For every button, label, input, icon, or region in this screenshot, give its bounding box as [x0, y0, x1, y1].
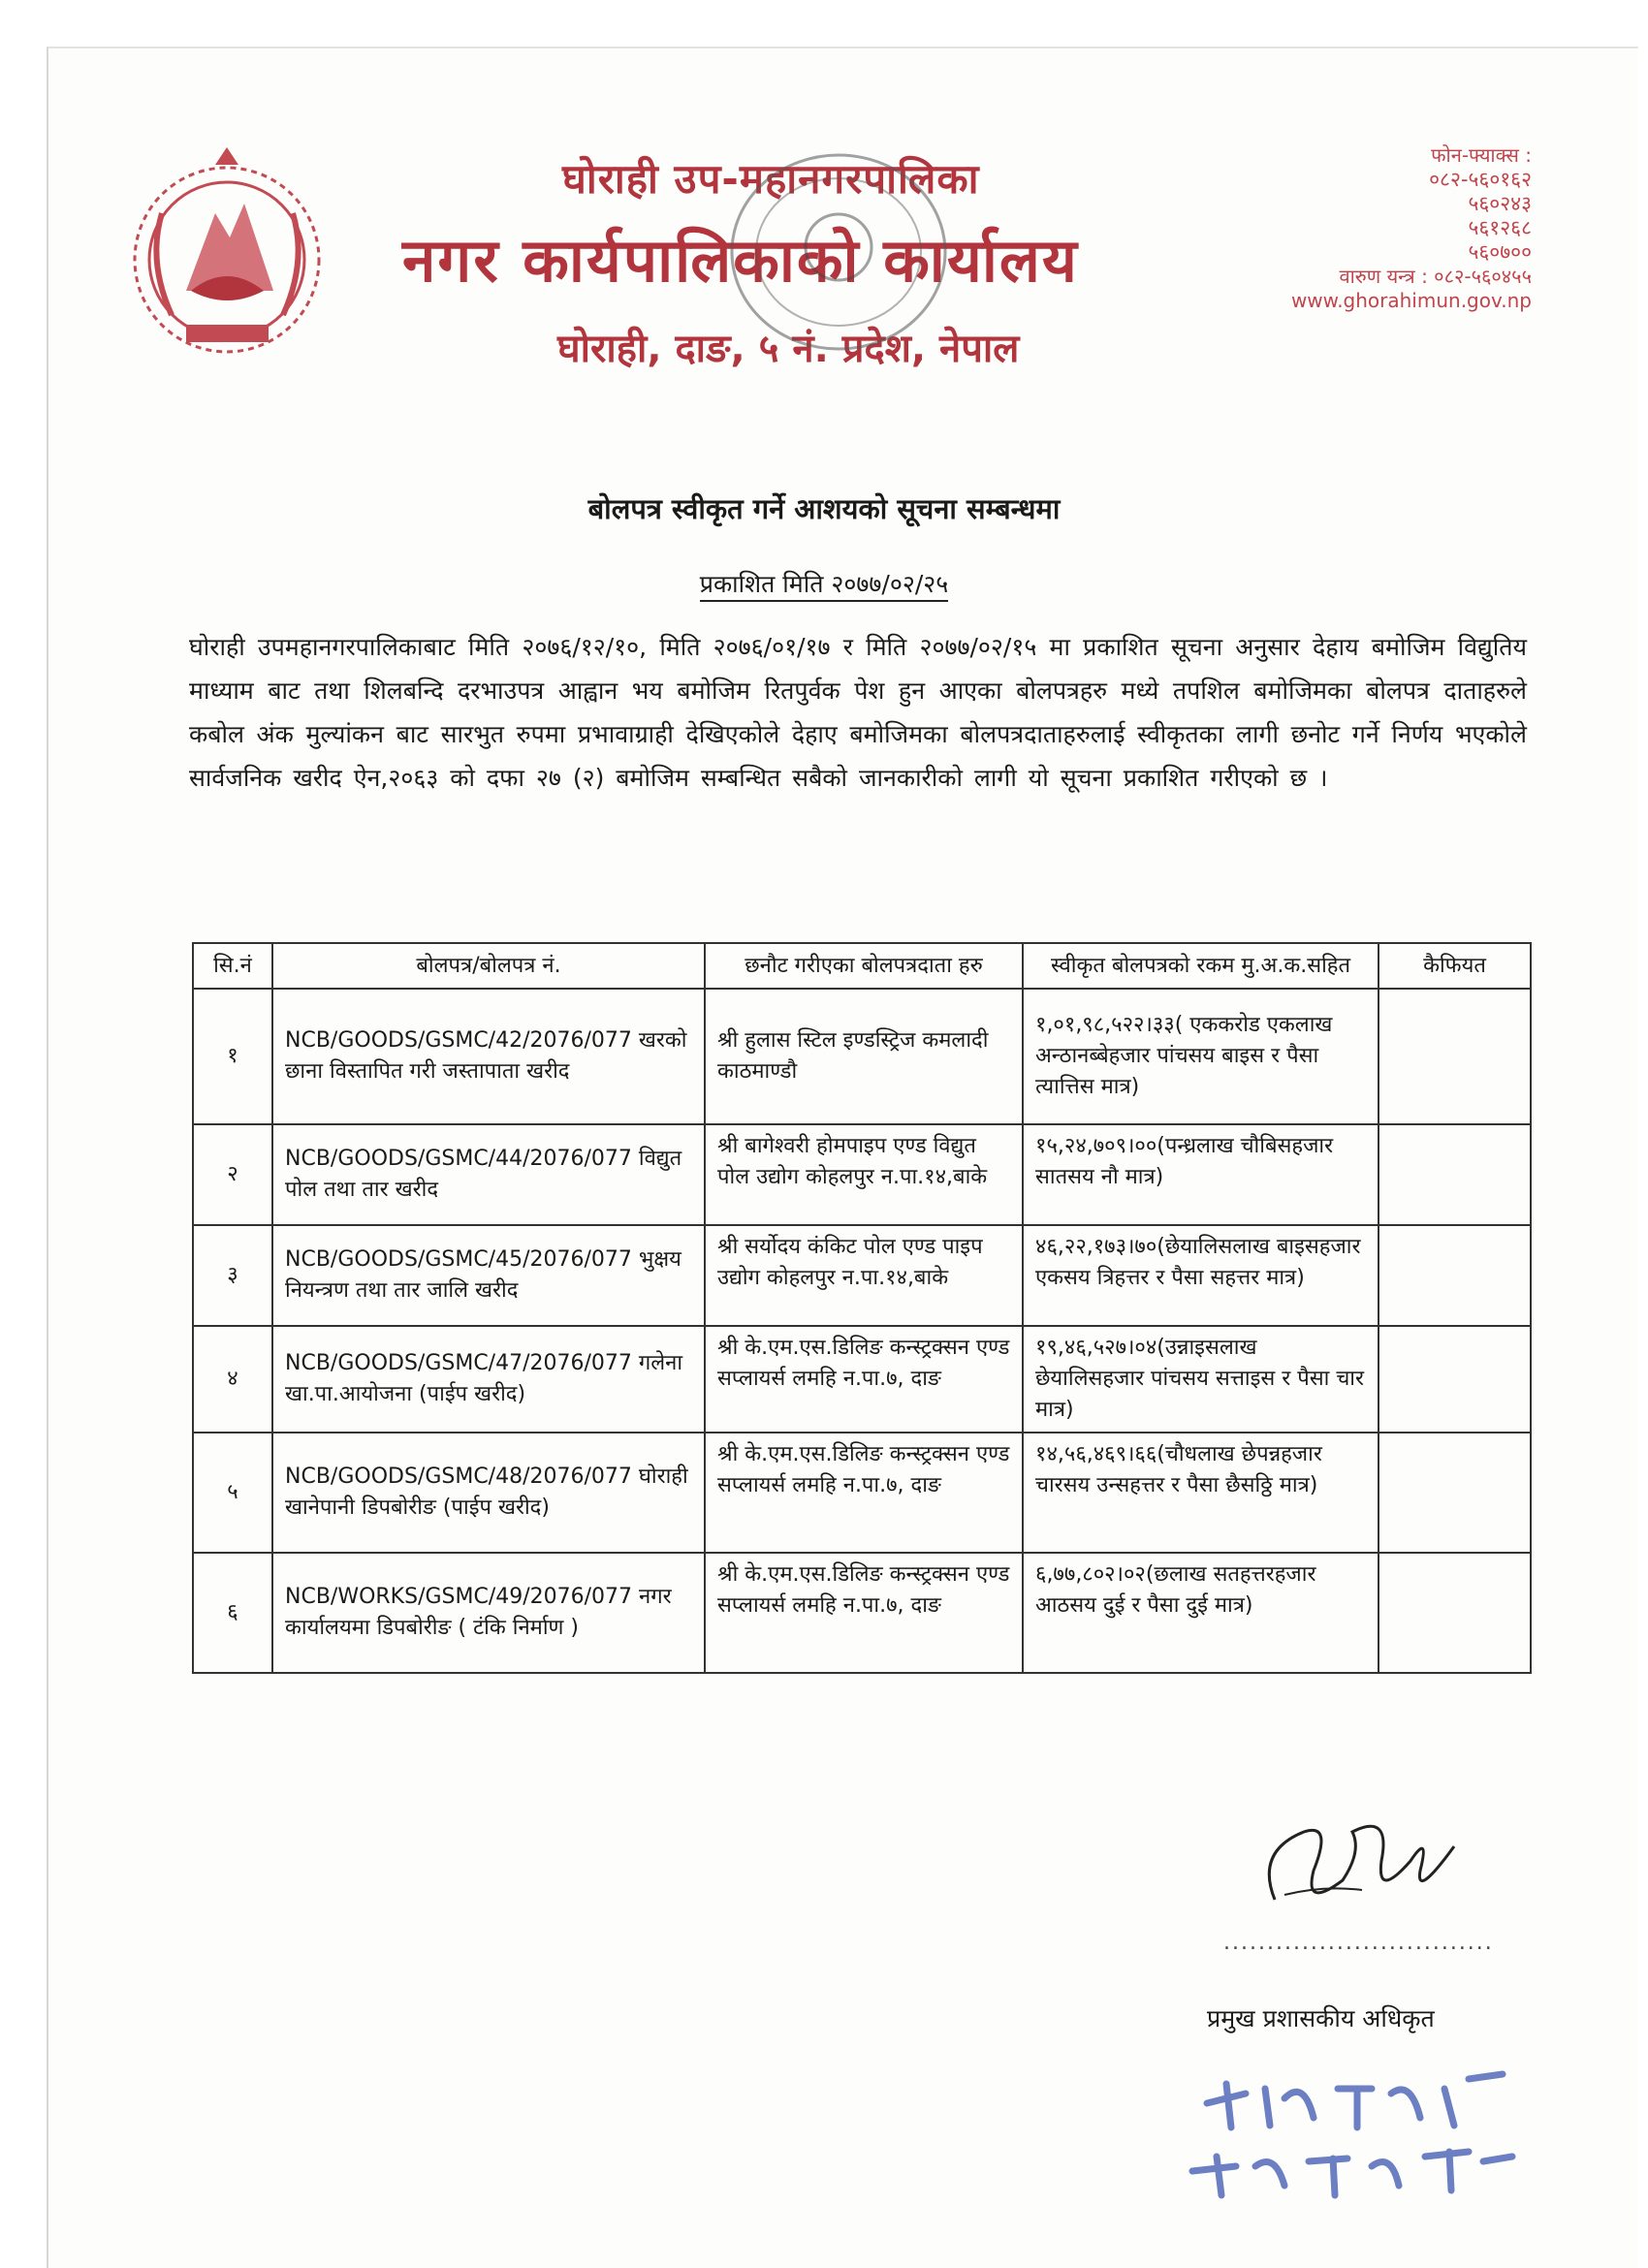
remarks-cell: [1379, 1433, 1531, 1553]
fax-label: फोन-फ्याक्स :: [1431, 143, 1532, 167]
bidder-cell: श्री सर्योदय कंकिट पोल एण्ड पाइप उद्योग कोहलपुर न.पा.१४,बाके: [705, 1225, 1023, 1326]
office-seal-icon: [717, 141, 960, 363]
amount-cell: १९,४६,५२७।०४(उन्नाइसलाख छेयालिसहजार पांचसय सत्ताइस र पैसा चार मात्र): [1023, 1326, 1379, 1433]
published-date-text: प्रकाशित मिति २०७७/०२/२५: [700, 570, 949, 602]
table-row: [193, 989, 1531, 1124]
bid-cell: NCB/GOODS/GSMC/48/2076/077 घोराही खानेपानी डिपबोरीङ (पाईप खरीद): [272, 1433, 705, 1553]
col-header-amount: स्वीकृत बोलपत्रको रकम मु.अ.क.सहित: [1023, 943, 1379, 989]
col-header-bidder: छनौट गरीएका बोलपत्रदाता हरु: [705, 943, 1023, 989]
bid-cell: NCB/GOODS/GSMC/47/2076/077 गलेना खा.पा.आयोजना (पाईप खरीद): [272, 1326, 705, 1433]
serial-cell: ४: [193, 1326, 272, 1433]
signature-icon: [1246, 1793, 1478, 1929]
serial-cell: ३: [193, 1225, 272, 1326]
table-row: [193, 1433, 1531, 1553]
col-header-serial: सि.नं: [193, 943, 272, 989]
serial-cell: २: [193, 1124, 272, 1225]
bid-cell: NCB/WORKS/GSMC/49/2076/077 नगर कार्यालयमा डिपबोरीङ ( टंकि निर्माण ): [272, 1553, 705, 1673]
bid-cell: NCB/GOODS/GSMC/45/2076/077 भुक्षय नियन्त्रण तथा तार जालि खरीद: [272, 1225, 705, 1326]
bid-cell: NCB/GOODS/GSMC/42/2076/077 खरको छाना विस्तापित गरी जस्तापाता खरीद: [272, 989, 705, 1124]
published-date: [0, 567, 1648, 600]
table-row: [193, 1225, 1531, 1326]
contact-block: [1265, 143, 1532, 313]
remarks-cell: [1379, 989, 1531, 1124]
amount-cell: ४६,२२,१७३।७०(छेयालिसलाख बाइसहजार एकसय त्रिहत्तर र पैसा सहत्तर मात्र): [1023, 1225, 1379, 1326]
bidder-cell: श्री बागेश्वरी होमपाइप एण्ड विद्युत पोल उद्योग कोहलपुर न.पा.१४,बाके: [705, 1124, 1023, 1225]
bidder-cell: श्री हुलास स्टिल इण्डस्ट्रिज कमलादी काठमाण्डौ: [705, 989, 1023, 1124]
nepal-emblem-icon: [118, 145, 336, 363]
table-header-row: [193, 943, 1531, 989]
remarks-cell: [1379, 1124, 1531, 1225]
serial-cell: ५: [193, 1433, 272, 1553]
bidder-cell: श्री के.एम.एस.डिलिङ कन्स्ट्रक्सन एण्ड सप्लायर्स लमहि न.पा.७, दाङ: [705, 1553, 1023, 1673]
serial-cell: १: [193, 989, 272, 1124]
remarks-cell: [1379, 1326, 1531, 1433]
awarded-bids-table: [192, 942, 1532, 1674]
phone-number: ०८२-५६०१६२: [1429, 168, 1532, 191]
website-link[interactable]: www.ghorahimun.gov.np: [1290, 289, 1532, 312]
office-address: घोराही, दाङ, ५ नं. प्रदेश, नेपाल: [557, 327, 1020, 371]
remarks-cell: [1379, 1225, 1531, 1326]
notice-title: बोलपत्र स्वीकृत गर्ने आशयको सूचना सम्बन्धमा: [587, 492, 1061, 525]
bidder-cell: श्री के.एम.एस.डिलिङ कन्स्ट्रक्सन एण्ड सप्लायर्स लमहि न.पा.७, दाङ: [705, 1326, 1023, 1433]
signature-line: ...............................: [1223, 1931, 1494, 1955]
phone-number: ५६०७००: [1468, 240, 1532, 264]
phone-number: ५६१२६८: [1468, 216, 1532, 239]
amount-cell: १४,५६,४६९।६६(चौधलाख छेपन्नहजार चारसय उन्सहत्तर र पैसा छैसठ्ठि मात्र): [1023, 1433, 1379, 1553]
municipality-name: घोराही उप-महानगरपालिका: [562, 155, 980, 203]
serial-cell: ६: [193, 1553, 272, 1673]
amount-cell: ६,७७,८०२।०२(छलाख सतहत्तरहजार आठसय दुई र पैसा दुई मात्र): [1023, 1553, 1379, 1673]
office-name: नगर कार्यपालिकाको कार्यालय: [402, 225, 1079, 296]
table-row: [193, 1553, 1531, 1673]
officer-stamp-icon: [1178, 2050, 1527, 2215]
phone-number: ५६०२४३: [1468, 192, 1532, 215]
col-header-bid-number: बोलपत्र/बोलपत्र नं.: [272, 943, 705, 989]
col-header-remarks: कैफियत: [1379, 943, 1531, 989]
fire-brigade-number: वारुण यन्त्र : ०८२-५६०४५५: [1339, 265, 1532, 288]
bidder-cell: श्री के.एम.एस.डिलिङ कन्स्ट्रक्सन एण्ड सप्लायर्स लमहि न.पा.७, दाङ: [705, 1433, 1023, 1553]
officer-title: प्रमुख प्रशासकीय अधिकृत: [1207, 2004, 1435, 2032]
remarks-cell: [1379, 1553, 1531, 1673]
bid-cell: NCB/GOODS/GSMC/44/2076/077 विद्युत पोल तथा तार खरीद: [272, 1124, 705, 1225]
table-row: [193, 1326, 1531, 1433]
table-row: [193, 1124, 1531, 1225]
amount-cell: १५,२४,७०९।००(पन्ध्रलाख चौबिसहजार सातसय नौ मात्र): [1023, 1124, 1379, 1225]
notice-body: घोराही उपमहानगरपालिकाबाट मिति २०७६/१२/१०, मिति २०७६/०१/१७ र मिति २०७७/०२/१५ मा प्रकाशित सूचना अनुसार देहाय बमोजिम विद्युतिय माध्याम बाट तथा शिलबन्दि दरभाउपत्र आह्वान भय बमोजिम रितपुर्वक पेश हुन आएका बोलपत्रहरु मध्ये तपशिल बमोजिमका बोलपत्र दाताहरुले कबोल अंक मुल्यांकन बाट सारभुत रुपमा प्रभावाग्राही देखिएकोले देहाए बमोजिमका बोलपत्रदाताहरुलाई स्वीकृतका लागी छनोट गर्ने निर्णय भएकोले सार्वजनिक खरीद ऐन,२०६३ को दफा २७ (२) बमोजिम सम्बन्धित सबैको जानकारीको लागी यो सूचना प्रकाशित गरीएको छ ।: [189, 633, 1527, 792]
amount-cell: १,०१,९८,५२२।३३( एककरोड एकलाख अन्ठानब्बेहजार पांचसय बाइस र पैसा त्यात्तिस मात्र): [1023, 989, 1379, 1124]
